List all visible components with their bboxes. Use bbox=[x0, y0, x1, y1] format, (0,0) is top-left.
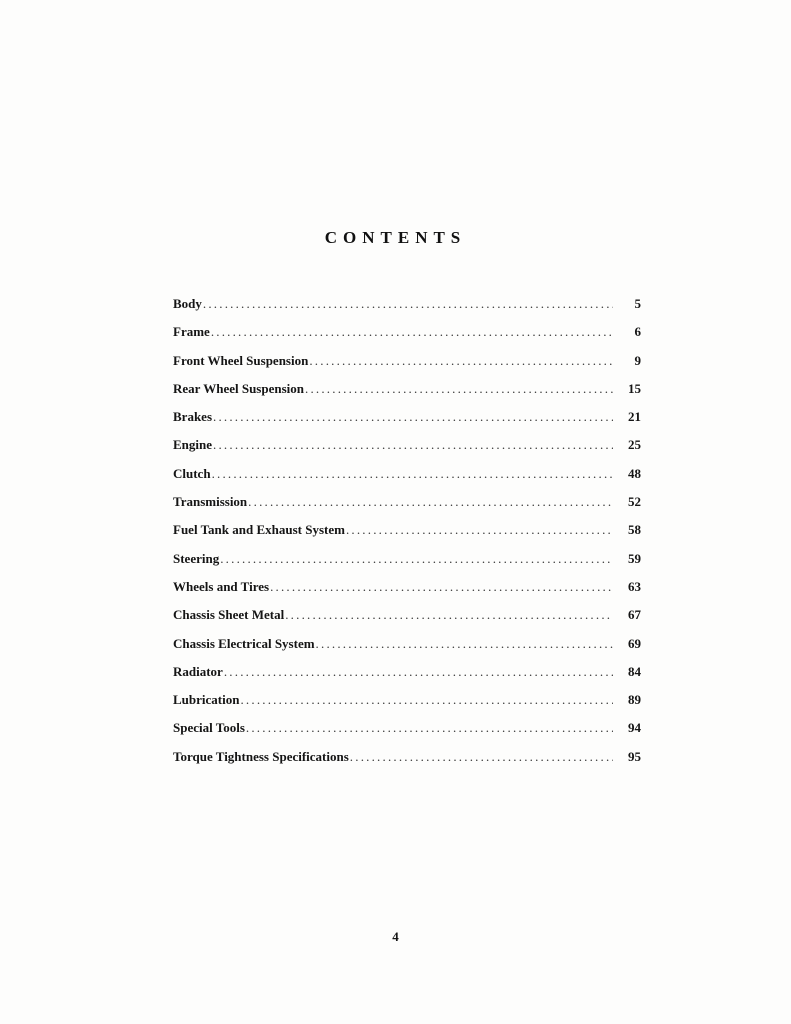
toc-entry-label: Steering bbox=[173, 550, 220, 566]
toc-entry-page: 59 bbox=[628, 550, 641, 566]
toc-entry-steering bbox=[173, 551, 641, 579]
toc-entry-page: 67 bbox=[628, 607, 641, 623]
toc-entry-page: 89 bbox=[628, 692, 641, 708]
toc-entry-page: 84 bbox=[628, 663, 641, 679]
toc-entry-brakes bbox=[173, 409, 641, 437]
toc-entry-page: 9 bbox=[634, 352, 641, 368]
toc-entry-label: Chassis Sheet Metal bbox=[173, 607, 285, 623]
dot-leader bbox=[346, 522, 613, 538]
toc-entry-page: 21 bbox=[628, 409, 641, 425]
dot-leader bbox=[350, 749, 613, 765]
toc-entry-label: Transmission bbox=[173, 494, 248, 510]
toc-entry-body bbox=[173, 296, 641, 324]
toc-entry-label: Engine bbox=[173, 437, 213, 453]
toc-entry-page: 94 bbox=[628, 720, 641, 736]
toc-entry-page: 5 bbox=[634, 296, 641, 311]
toc-entry-page: 52 bbox=[628, 494, 641, 510]
dot-leader bbox=[270, 579, 613, 595]
toc-entry-label: Torque Tightness Specifications bbox=[173, 748, 349, 764]
dot-leader bbox=[309, 353, 613, 369]
toc-entry-wheels-and-tires bbox=[173, 579, 641, 607]
dot-leader bbox=[224, 664, 613, 680]
dot-leader bbox=[305, 381, 613, 397]
toc-entry-transmission bbox=[173, 494, 641, 522]
toc-entry-page: 63 bbox=[628, 578, 641, 594]
table-of-contents bbox=[173, 296, 641, 777]
toc-entry-special-tools bbox=[173, 720, 641, 748]
toc-entry-page: 69 bbox=[628, 635, 641, 651]
toc-entry-page: 95 bbox=[628, 748, 641, 764]
toc-entry-chassis-electrical-system bbox=[173, 636, 641, 664]
dot-leader bbox=[213, 409, 613, 425]
dot-leader bbox=[316, 636, 613, 652]
toc-entry-page: 58 bbox=[628, 522, 641, 538]
toc-entry-label: Radiator bbox=[173, 663, 223, 679]
toc-entry-torque-tightness-specifications bbox=[173, 749, 641, 777]
toc-entry-label: Clutch bbox=[173, 465, 211, 481]
dot-leader bbox=[285, 607, 613, 623]
dot-leader bbox=[203, 296, 613, 312]
toc-entry-label: Fuel Tank and Exhaust System bbox=[173, 522, 345, 538]
toc-entry-frame bbox=[173, 324, 641, 352]
toc-entry-clutch bbox=[173, 466, 641, 494]
toc-entry-label: Chassis Electrical System bbox=[173, 635, 315, 651]
dot-leader bbox=[220, 551, 613, 567]
dot-leader bbox=[248, 494, 613, 510]
dot-leader bbox=[211, 324, 613, 340]
page-number: 4 bbox=[392, 929, 399, 944]
dot-leader bbox=[246, 720, 613, 736]
toc-entry-label: Rear Wheel Suspension bbox=[173, 380, 304, 396]
toc-entry-label: Frame bbox=[173, 324, 210, 340]
toc-entry-label: Front Wheel Suspension bbox=[173, 352, 309, 368]
toc-entry-page: 15 bbox=[628, 380, 641, 396]
toc-entry-page: 25 bbox=[628, 437, 641, 453]
toc-entry-page: 48 bbox=[628, 465, 641, 481]
dot-leader bbox=[212, 466, 613, 482]
toc-entry-label: Brakes bbox=[173, 409, 212, 425]
toc-entry-label: Body bbox=[173, 296, 202, 311]
toc-entry-rear-wheel-suspension bbox=[173, 381, 641, 409]
toc-entry-label: Wheels and Tires bbox=[173, 578, 270, 594]
toc-entry-label: Lubrication bbox=[173, 692, 240, 708]
toc-entry-page: 6 bbox=[634, 324, 641, 340]
toc-entry-chassis-sheet-metal bbox=[173, 607, 641, 635]
dot-leader bbox=[213, 437, 613, 453]
toc-entry-engine bbox=[173, 437, 641, 465]
dot-leader bbox=[240, 692, 613, 708]
page-title: CONTENTS bbox=[324, 228, 467, 247]
toc-entry-lubrication bbox=[173, 692, 641, 720]
toc-entry-front-wheel-suspension bbox=[173, 353, 641, 381]
toc-entry-label: Special Tools bbox=[173, 720, 245, 736]
toc-entry-radiator bbox=[173, 664, 641, 692]
toc-entry-fuel-tank-and-exhaust-system bbox=[173, 522, 641, 550]
